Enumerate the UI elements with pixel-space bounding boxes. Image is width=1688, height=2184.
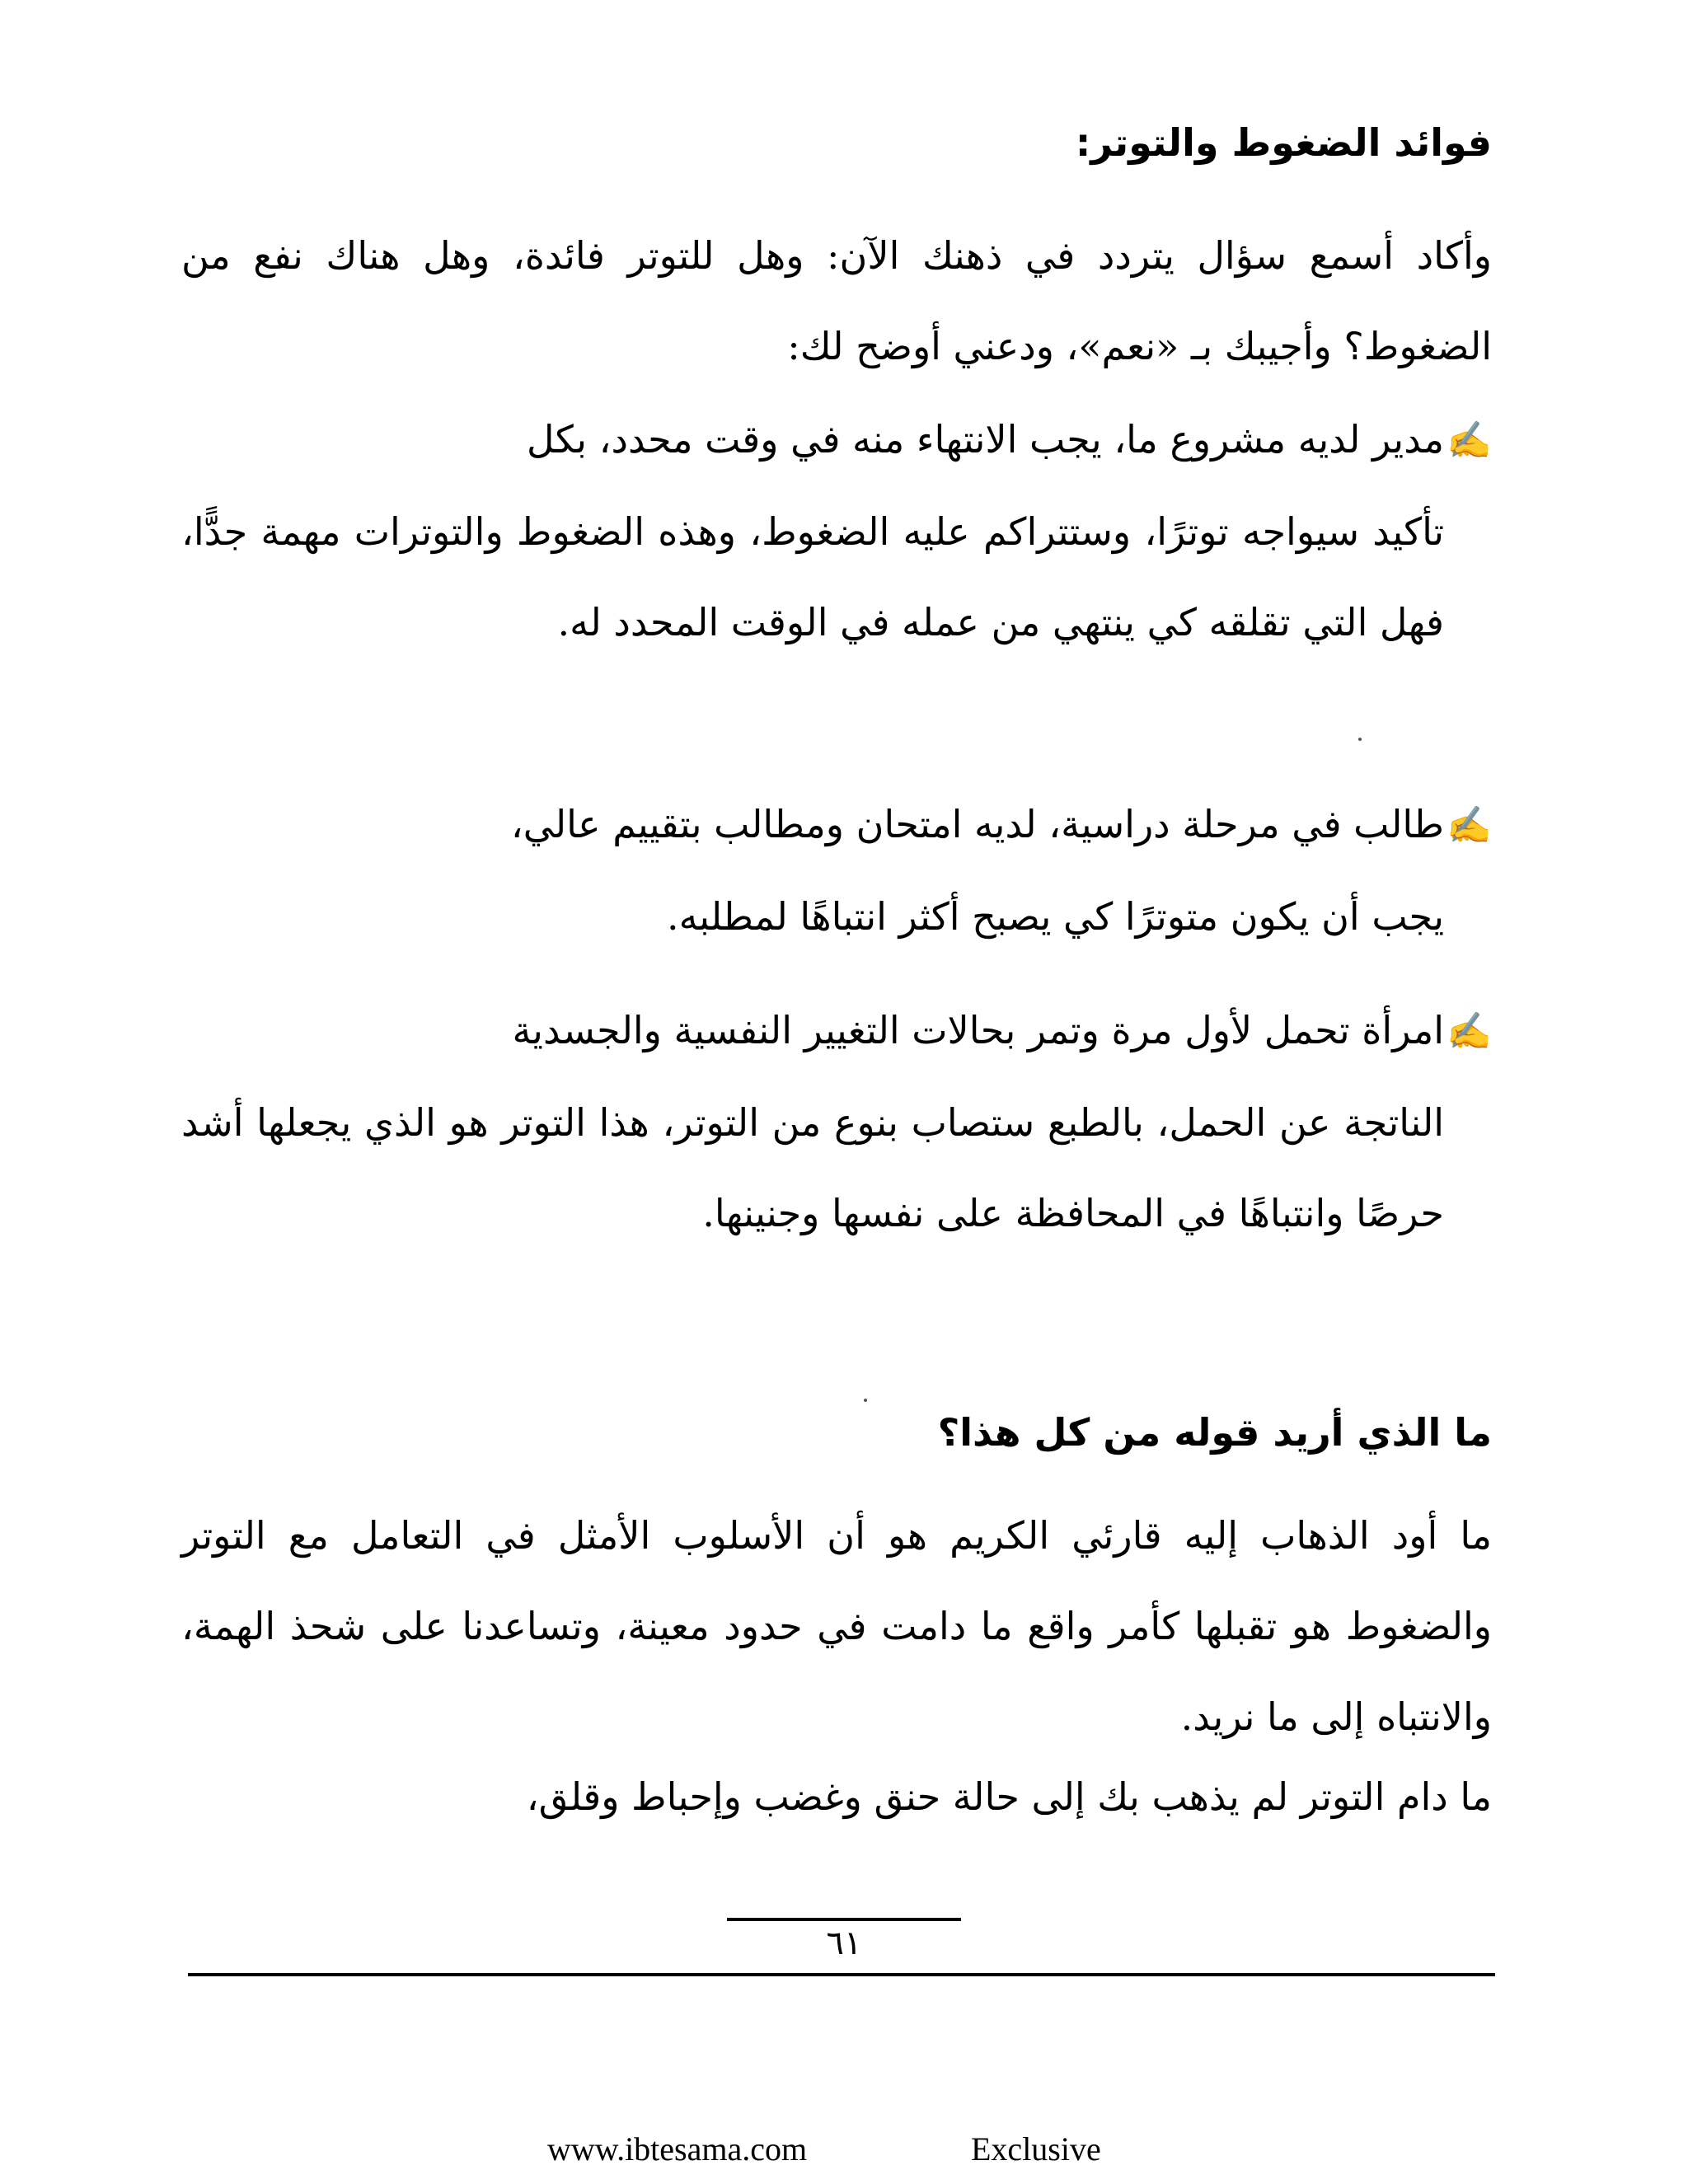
writing-hand-icon: ✍ — [1447, 804, 1492, 846]
scan-speck — [864, 1399, 867, 1402]
bullet-item-manager — [181, 394, 1492, 668]
bullet-continuation: الناتجة عن الحمل، بالطبع ستصاب بنوع من التوتر، هذا التوتر هو الذي يجعلها أشد حرصًا وانتباهًا في المحافظة على نفسها وجنينها. — [181, 1100, 1444, 1235]
bullet-first-line: مدير لديه مشروع ما، يجب الانتهاء منه في وقت محدد، بكل — [527, 417, 1444, 462]
section-heading-benefits: فوائد الضغوط والتوتر: — [1075, 120, 1492, 165]
footer-url: www.ibtesama.com — [547, 2130, 808, 2168]
page-number-rule — [727, 1918, 961, 1921]
footer-label: Exclusive — [971, 2130, 1101, 2168]
intro-paragraph: وأكاد أسمع سؤال يتردد في ذهنك الآن: وهل للتوتر فائدة، وهل هناك نفع من الضغوط؟ وأجيبك بـ «نعم»، ودعني أوضح لك: — [181, 233, 1492, 368]
bullet-continuation: يجب أن يكون متوترًا كي يصبح أكثر انتباهًا لمطلبه. — [666, 894, 1444, 939]
bullet-continuation: تأكيد سيواجه توترًا، وستتراكم عليه الضغوط، وهذه الضغوط والتوترات مهمة جدًّا، فهل التي تقلقه كي ينتهي من عمله في الوقت المحدد له. — [181, 509, 1444, 644]
page-number: ٦١ — [826, 1924, 862, 1962]
page-footer — [0, 2129, 1688, 2178]
writing-hand-icon: ✍ — [1447, 1010, 1492, 1052]
closing-paragraph: ما دام التوتر لم يذهب بك إلى حالة حنق وغضب وإحباط وقلق، — [526, 1774, 1492, 1819]
bullet-first-line: امرأة تحمل لأول مرة وتمر بحالات التغيير النفسية والجسدية — [512, 1008, 1444, 1052]
bullet-first-line: طالب في مرحلة دراسية، لديه امتحان ومطالب بتقييم عالي، — [510, 802, 1444, 846]
bullet-item-student — [181, 779, 1492, 962]
scan-speck — [1358, 738, 1362, 741]
writing-hand-icon: ✍ — [1447, 419, 1492, 462]
conclusion-paragraph: ما أود الذهاب إليه قارئي الكريم هو أن الأسلوب الأمثل في التعامل مع التوتر والضغوط هو تقبلها كأمر واقع ما دامت في حدود معينة، وتساعدنا على شحذ الهمة، والانتباه إلى ما نريد. — [181, 1513, 1492, 1739]
section-heading-conclusion: ما الذي أريد قوله من كل هذا؟ — [937, 1410, 1492, 1455]
footer-rule — [188, 1973, 1495, 1976]
bullet-item-woman — [181, 985, 1492, 1258]
